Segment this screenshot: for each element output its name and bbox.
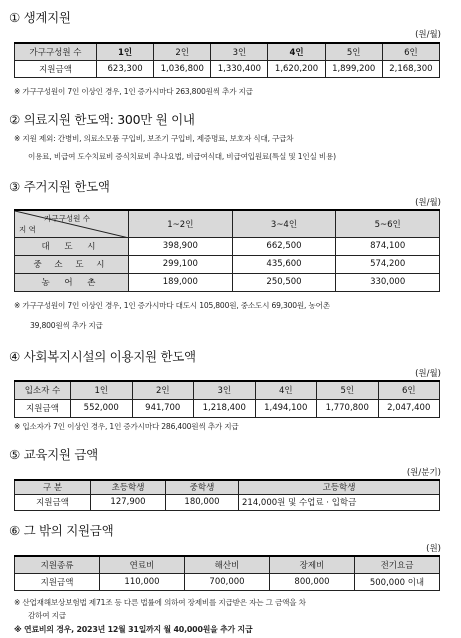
row-label: 지원금액 xyxy=(15,399,71,417)
header-cell: 3인 xyxy=(194,381,256,399)
section-title-medical: ② 의료지원 한도액: 300만 원 이내 xyxy=(9,112,195,127)
value-cell: 189,000 xyxy=(129,273,233,291)
section-title-housing: ③ 주거지원 한도액 xyxy=(9,179,110,194)
section-title-other-support: ⑥ 그 밖의 지원금액 xyxy=(9,523,114,538)
value-cell: 250,500 xyxy=(232,273,336,291)
value-cell: 662,500 xyxy=(232,237,336,255)
header-cell: 전기요금 xyxy=(355,556,440,573)
corner-top-label: 가구구성원 수 xyxy=(44,214,90,223)
value-cell: 1,899,200 xyxy=(325,60,382,77)
unit-label: (원/월) xyxy=(415,369,441,379)
header-cell: 초등학생 xyxy=(91,480,166,494)
row-label: 지원금액 xyxy=(15,573,100,590)
header-cell: 1~2인 xyxy=(129,210,233,237)
value-cell: 1,620,200 xyxy=(268,60,325,77)
value-cell: 1,218,400 xyxy=(194,399,256,417)
value-cell: 1,036,800 xyxy=(154,60,211,77)
header-cell: 3~4인 xyxy=(232,210,336,237)
header-cell: 장제비 xyxy=(270,556,355,573)
livelihood-table xyxy=(14,42,440,78)
housing-table xyxy=(14,209,440,292)
unit-label: (원) xyxy=(426,544,441,554)
header-cell: 6인 xyxy=(378,381,440,399)
value-cell: 398,900 xyxy=(129,237,233,255)
header-cell: 지원종류 xyxy=(15,556,100,573)
value-cell: 299,100 xyxy=(129,255,233,273)
header-cell: 5인 xyxy=(317,381,379,399)
value-cell: 874,100 xyxy=(336,237,440,255)
value-cell: 800,000 xyxy=(270,573,355,590)
note: ※ 지원 제외: 간병비, 의료소모품 구입비, 보조기 구입비, 제증명료, 보호자 식대, 구급차 xyxy=(14,134,294,143)
header-cell: 가구구성원 수 xyxy=(15,43,97,60)
row-label: 대 도 시 xyxy=(15,237,129,255)
unit-label: (원/월) xyxy=(415,198,441,208)
header-cell: 입소자 수 xyxy=(15,381,71,399)
header-cell: 1인 xyxy=(97,43,154,60)
header-cell: 5~6인 xyxy=(336,210,440,237)
header-cell: 2인 xyxy=(132,381,194,399)
section-title-welfare-facility: ④ 사회복지시설의 이용지원 한도액 xyxy=(9,349,196,364)
value-cell: 110,000 xyxy=(100,573,185,590)
value-cell: 574,200 xyxy=(336,255,440,273)
value-cell: 2,047,400 xyxy=(378,399,440,417)
header-cell: 5인 xyxy=(325,43,382,60)
header-cell: 4인 xyxy=(255,381,317,399)
value-cell: 552,000 xyxy=(71,399,133,417)
row-label: 농 어 촌 xyxy=(15,273,129,291)
welfare-facility-table xyxy=(14,380,440,418)
note: 이용료, 비급여 도수치료비 증식치료비 추나요법, 비급여식대, 비급여입원료(특실 및 1인실 비용) xyxy=(28,152,336,161)
corner-bottom-label: 지 역 xyxy=(19,224,36,234)
note: 감하여 지급 xyxy=(28,611,66,620)
note: ※ 가구구성원이 7인 이상인 경우, 1인 증가시마다 263,800원씩 추가 지급 xyxy=(14,87,253,96)
value-cell: 623,300 xyxy=(97,60,154,77)
header-cell: 고등학생 xyxy=(239,480,440,494)
section-title-education: ⑤ 교육지원 금액 xyxy=(9,447,98,462)
value-cell: 1,494,100 xyxy=(255,399,317,417)
value-cell: 500,000 이내 xyxy=(355,573,440,590)
header-cell: 해산비 xyxy=(185,556,270,573)
value-cell: 214,000원 및 수업료 · 입학금 xyxy=(239,494,440,510)
value-cell: 180,000 xyxy=(166,494,239,510)
header-cell: 연료비 xyxy=(100,556,185,573)
value-cell: 435,600 xyxy=(232,255,336,273)
note-bold: ※ 연료비의 경우, 2023년 12월 31일까지 월 40,000원을 추가 지급 xyxy=(14,625,253,634)
note: ※ 산업재해보상보험법 제71조 등 다른 법률에 의하여 장제비를 지급받은 자는 그 금액을 차 xyxy=(14,598,306,607)
row-label: 지원금액 xyxy=(15,494,91,510)
unit-label: (원/월) xyxy=(415,30,441,40)
value-cell: 700,000 xyxy=(185,573,270,590)
section-title-livelihood: ① 생계지원 xyxy=(9,10,71,25)
row-label: 지원금액 xyxy=(15,60,97,77)
value-cell: 330,000 xyxy=(336,273,440,291)
value-cell: 941,700 xyxy=(132,399,194,417)
header-cell: 중학생 xyxy=(166,480,239,494)
header-cell: 1인 xyxy=(71,381,133,399)
value-cell: 1,330,400 xyxy=(211,60,268,77)
corner-header-cell xyxy=(15,210,129,237)
note: ※ 입소자가 7인 이상인 경우, 1인 증가시마다 286,400원씩 추가 지급 xyxy=(14,422,239,431)
note: 39,800원씩 추가 지급 xyxy=(30,321,103,330)
header-cell: 구 분 xyxy=(15,480,91,494)
row-label: 중 소 도 시 xyxy=(15,255,129,273)
unit-label: (원/분기) xyxy=(406,468,441,478)
header-cell: 3인 xyxy=(211,43,268,60)
value-cell: 2,168,300 xyxy=(382,60,439,77)
note: ※ 가구구성원이 7인 이상인 경우, 1인 증가시마다 대도시 105,800원, 중소도시 69,300원, 농어촌 xyxy=(14,301,330,310)
header-cell: 2인 xyxy=(154,43,211,60)
header-cell: 6인 xyxy=(382,43,439,60)
value-cell: 1,770,800 xyxy=(317,399,379,417)
header-cell: 4인 xyxy=(268,43,325,60)
value-cell: 127,900 xyxy=(91,494,166,510)
education-table xyxy=(14,479,440,511)
other-support-table xyxy=(14,555,440,591)
